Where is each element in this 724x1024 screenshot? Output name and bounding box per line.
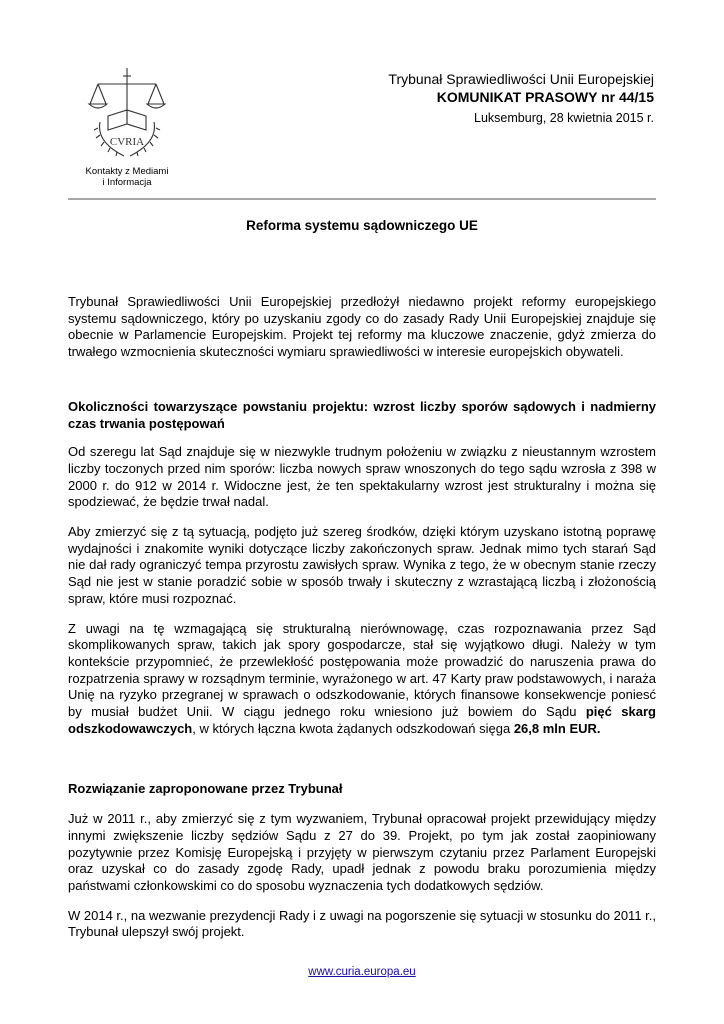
press-release-number: KOMUNIKAT PRASOWY nr 44/15 [436,89,654,105]
p3-text-start: Z uwagi na tę wzmagającą się strukturalną nierównowagę, czas rozpoznawania przez Sąd skomplikowanych spraw, takich jak spory gospodarcze, stał się wyjątkowo długi. Należy w tym kontekście przypomnieć, że przewlekłość postępowania może prowadzić do naruszenia prawa do rozpatrzenia sprawy w rozsądnym terminie, wyrażonego w art. 47 Karty praw podstawowych, i naraża Unię na ryzyko przegranej w sprawach o odszkodowanie, których finansowe konsekwencje poniesć by musiał budżet Unii. W ciągu jednego roku wniesiono już bowiem do Sądu [68,620,656,720]
header-divider [68,198,656,200]
p3-bold-complaints: pięć skarg odszkodowawczych [68,704,656,736]
logo-lettering: CVRIA [109,136,145,148]
section-2-paragraph-1: Już w 2011 r., aby zmierzyć się z tym wyzwaniem, Trybunał opracował projekt przewidujący między innymi zwiększenie liczby sędziów Sądu z 27 do 39. Projekt, po tym jak został zaopiniowany pozytywnie przez Komisję Europejską i przyjęty w pierwszym czytaniu przez Parlament Europejski oraz uzyskał co do zasady zgodę Rady, upadł jednak z powodu braku porozumienia między państwami członkowskimi co do sposobu wyznaczenia tych dodatkowych sędziów. [68,811,656,893]
document-body [68,294,656,954]
section-2-paragraph-2: W 2014 r., na wezwanie prezydencji Rady i z uwagi na pogorszenie się sytuacji w stosunku do 2011 r., Trybunał ulepszył swój projekt. [68,907,656,940]
contact-line-1: Kontakty z Mediami [85,166,169,177]
press-header [388,70,654,127]
curia-logo [84,64,170,162]
place-date: Luksemburg, 28 kwietnia 2015 r. [474,111,654,125]
document-title: Reforma systemu sądowniczego UE [246,218,478,233]
section-1-paragraph-1: Od szeregu lat Sąd znajduje się w niezwykle trudnym położeniu w związku z nieustannym wzrostem liczby toczonych przed nim sporów: liczba nowych spraw wnoszonych do tego sądu wzrosła z 398 w 2000 r. do 912 w 2014 r. Widoczne jest, że ten spektakularny wzrost jest strukturalny i można się spodziewać, że będzie trwał nadal. [68,444,656,510]
section-1-paragraph-3 [68,621,656,738]
p3-bold-amount: 26,8 mln EUR. [513,720,601,736]
curia-website-link[interactable]: www.curia.europa.eu [308,966,416,978]
contact-note [74,166,180,188]
section-1-heading: Okoliczności towarzyszące powstaniu projektu: wzrost liczby sporów sądowych i nadmierny czas trwania postępowań [68,398,656,431]
intro-paragraph: Trybunał Sprawiedliwości Unii Europejskiej przedłożył niedawno projekt reformy europejskiego systemu sądowniczego, który po uzyskaniu zgody co do zasady Rady Unii Europejskiej znajduje się obecnie w Parlamencie Europejskim. Projekt tej reformy ma kluczowe znaczenie, gdyż zmierza do trwałego wzmocnienia skuteczności wymiaru sprawiedliwości w interesie europejskich obywateli. [68,294,656,360]
section-1-paragraph-2: Aby zmierzyć się z tą sytuacją, podjęto już szereg środków, dzięki którym uzyskano istotną poprawę wydajności i znakomite wyniki dotyczące liczby zakończonych spraw. Jednak mimo tych starań Sąd nie dał rady ograniczyć tempa przyrostu zawisłych spraw. Wynika z tego, że w obecnym stanie rzeczy Sąd nie jest w stanie poradzić sobie w sposób trwały i skuteczny z wzrastającą liczbą i złożonością spraw, które musi rozpoznać. [68,524,656,606]
organization-name: Trybunał Sprawiedliwości Unii Europejskiej [388,71,654,87]
contact-line-2: i Informacja [102,177,152,188]
p3-text-mid: , w których łączna kwota żądanych odszkodowań sięga [192,720,514,736]
section-2-heading: Rozwiązanie zaproponowane przez Trybunał [68,781,343,797]
footer [0,966,724,978]
